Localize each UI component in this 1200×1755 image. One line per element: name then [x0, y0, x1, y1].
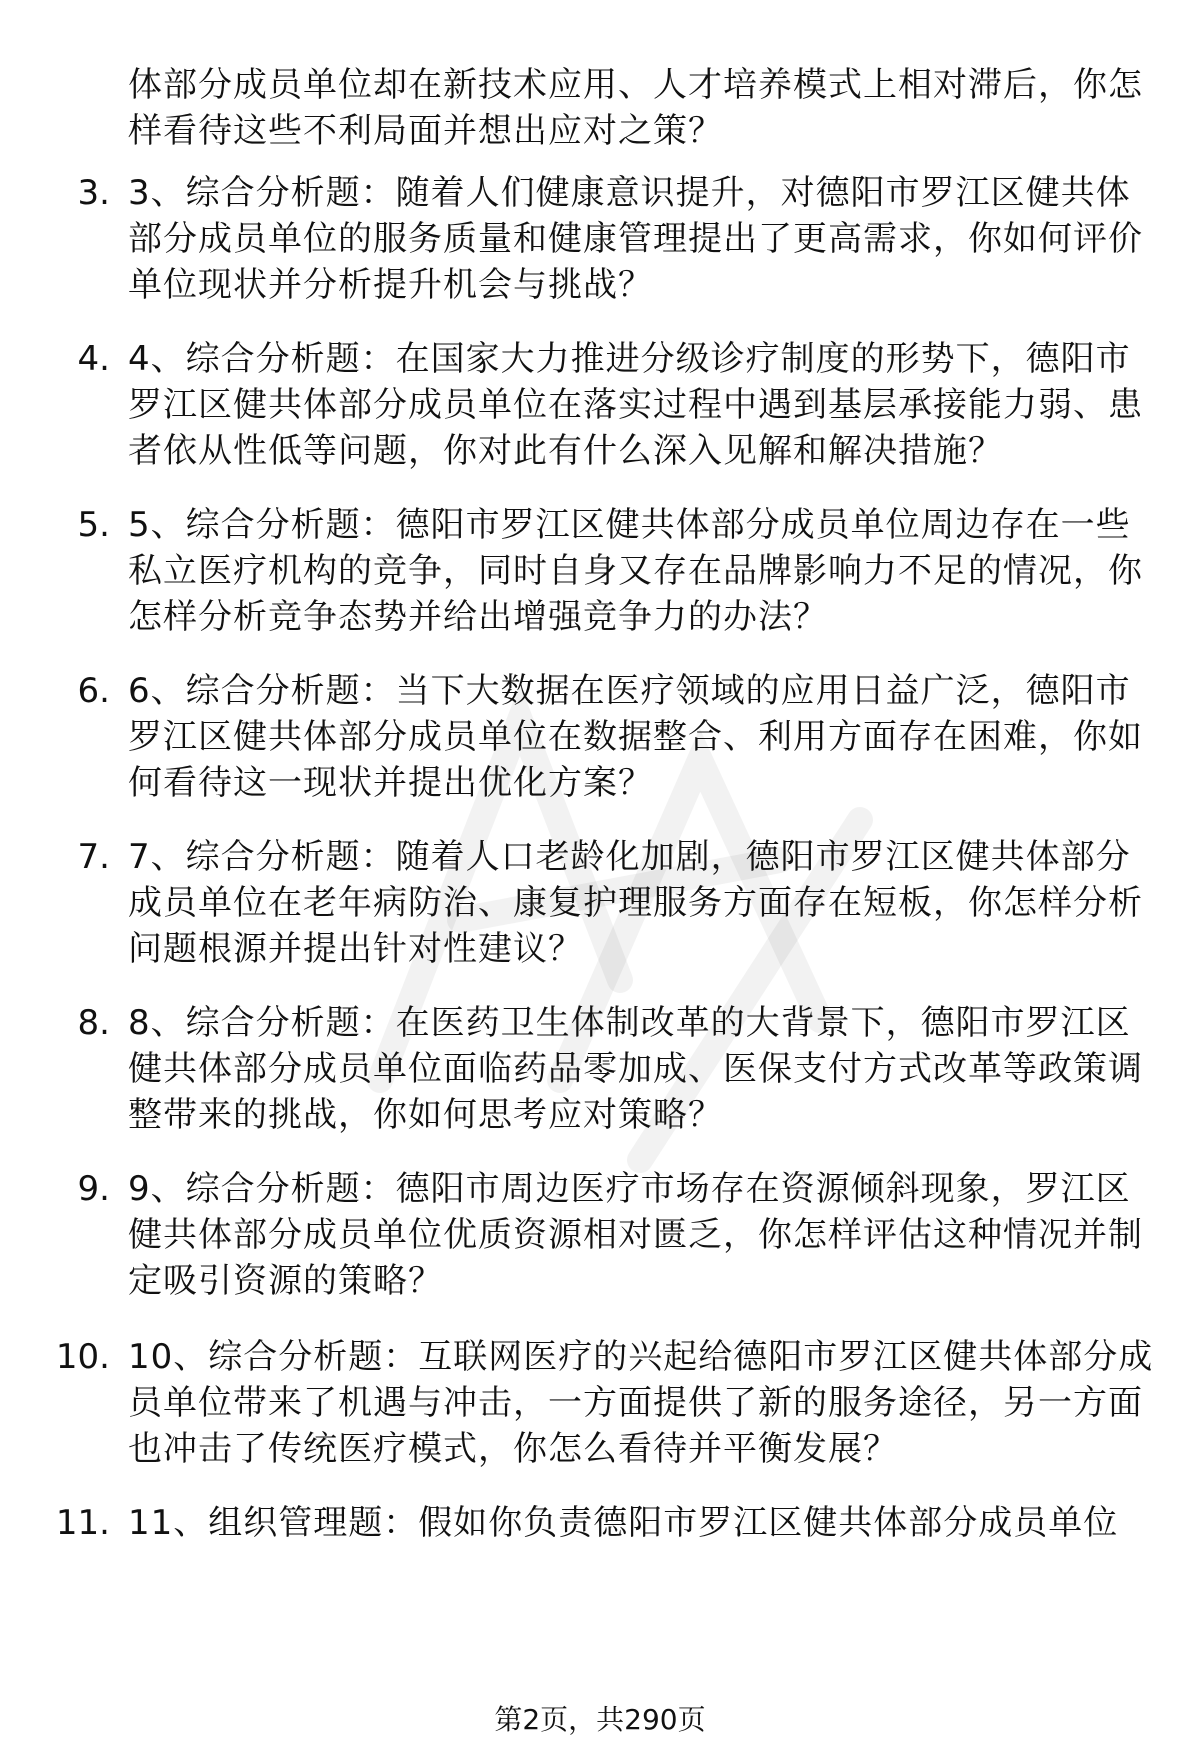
list-item-number: 5. — [77, 505, 110, 545]
list-item-text: 10、综合分析题：互联网医疗的兴起给德阳市罗江区健共体部分成员单位带来了机遇与冲击，一方面提供了新的服务途径，另一方面也冲击了传统医疗模式，你怎么看待并平衡发展？ — [128, 1337, 1154, 1469]
list-item-text: 11、组织管理题：假如你负责德阳市罗江区健共体部分成员单位 — [128, 1503, 1119, 1543]
list-item-number: 4. — [77, 339, 110, 379]
list-item-number: 11. — [55, 1503, 110, 1543]
list-item-text: 3、综合分析题：随着人们健康意识提升，对德阳市罗江区健共体部分成员单位的服务质量和健康管理提出了更高需求，你如何评价单位现状并分析提升机会与挑战？ — [128, 173, 1143, 305]
list-item-number: 8. — [77, 1003, 110, 1043]
list-item-text: 5、综合分析题：德阳市罗江区健共体部分成员单位周边存在一些私立医疗机构的竞争，同时自身又存在品牌影响力不足的情况，你怎样分析竞争态势并给出增强竞争力的办法？ — [128, 505, 1143, 637]
continuation-paragraph: 体部分成员单位却在新技术应用、人才培养模式上相对滞后，你怎样看待这些不利局面并想出应对之策？ — [128, 65, 1143, 151]
list-item-number: 10. — [55, 1337, 110, 1377]
list-item-number: 6. — [77, 671, 110, 711]
list-item-number: 3. — [77, 173, 110, 213]
list-item-text: 4、综合分析题：在国家大力推进分级诊疗制度的形势下，德阳市罗江区健共体部分成员单位在落实过程中遇到基层承接能力弱、患者依从性低等问题，你对此有什么深入见解和解决措施？ — [128, 339, 1143, 471]
list-item-text: 8、综合分析题：在医药卫生体制改革的大背景下，德阳市罗江区健共体部分成员单位面临药品零加成、医保支付方式改革等政策调整带来的挑战，你如何思考应对策略？ — [128, 1003, 1143, 1135]
list-item-number: 9. — [77, 1169, 110, 1209]
list-item-text: 6、综合分析题：当下大数据在医疗领域的应用日益广泛，德阳市罗江区健共体部分成员单位在数据整合、利用方面存在困难，你如何看待这一现状并提出优化方案？ — [128, 671, 1143, 803]
list-item-number: 7. — [77, 837, 110, 877]
list-item-text: 9、综合分析题：德阳市周边医疗市场存在资源倾斜现象，罗江区健共体部分成员单位优质资源相对匮乏，你怎样评估这种情况并制定吸引资源的策略？ — [128, 1169, 1143, 1301]
page-footer: 第2页，共290页 — [494, 1703, 706, 1736]
list-item-text: 7、综合分析题：随着人口老龄化加剧，德阳市罗江区健共体部分成员单位在老年病防治、康复护理服务方面存在短板，你怎样分析问题根源并提出针对性建议？ — [128, 837, 1143, 969]
